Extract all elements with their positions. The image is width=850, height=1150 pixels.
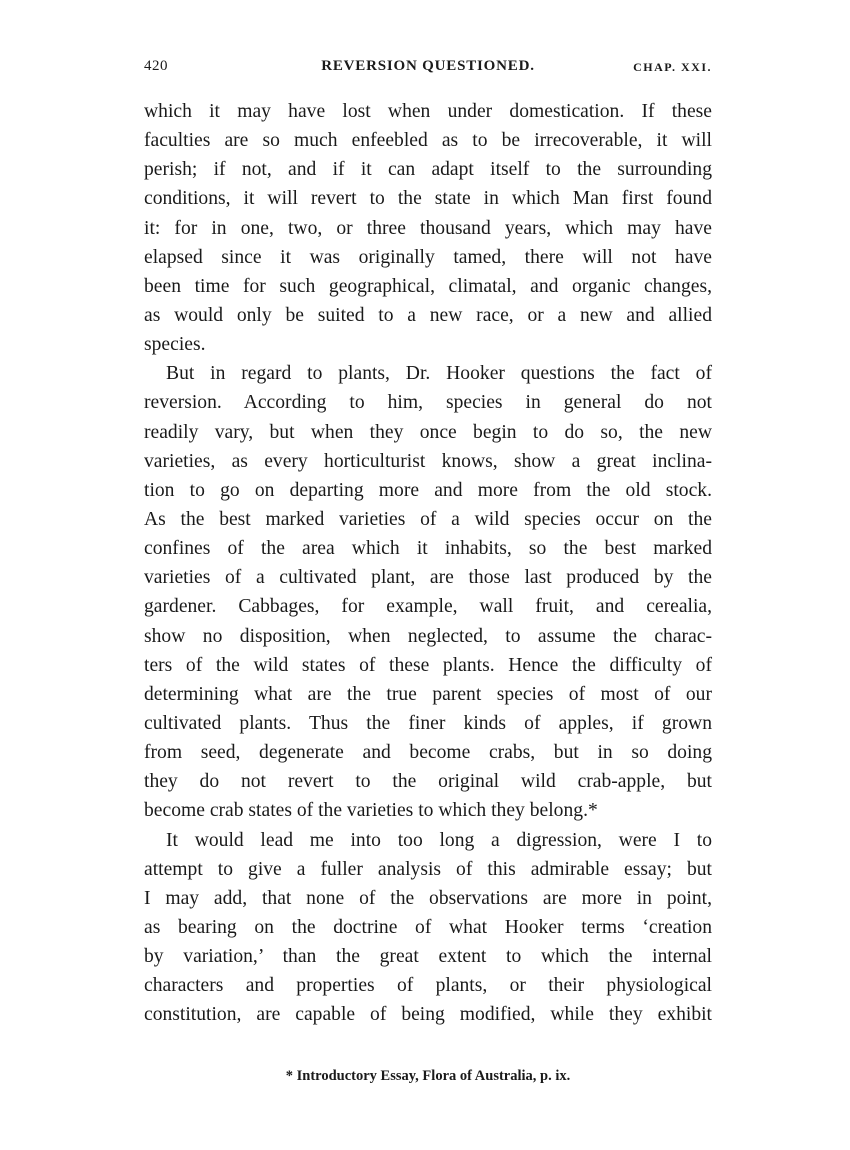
text-line: It would lead me into too long a digression, were I to — [166, 829, 712, 851]
paragraph — [144, 826, 712, 1030]
text-line: perish; if not, and if it can adapt itself to the surrounding — [144, 159, 712, 181]
text-line: determining what are the true parent species of most of our — [144, 683, 712, 705]
text-line: But in regard to plants, Dr. Hooker questions the fact of — [166, 363, 712, 385]
text-line: species. — [144, 334, 206, 356]
text-line: I may add, that none of the observations are more in point, — [144, 887, 712, 909]
text-line: constitution, are capable of being modified, while they exhibit — [144, 1004, 712, 1026]
text-line: ters of the wild states of these plants. Hence the difficulty of — [144, 654, 712, 676]
text-line: it: for in one, two, or three thousand years, which may have — [144, 217, 712, 239]
paragraph — [144, 359, 712, 825]
text-line: been time for such geographical, climatal, and organic changes, — [144, 275, 712, 297]
text-line: they do not revert to the original wild crab-apple, but — [144, 771, 712, 793]
paragraph — [144, 97, 712, 359]
body-text — [144, 97, 712, 1030]
running-head — [144, 58, 712, 82]
text-line: confines of the area which it inhabits, so the best marked — [144, 538, 712, 560]
running-title: REVERSION QUESTIONED. — [321, 58, 535, 74]
text-line: which it may have lost when under domestication. If these — [144, 101, 712, 122]
text-line: reversion. According to him, species in general do not — [144, 392, 712, 414]
text-line: become crab states of the varieties to which they belong.* — [144, 800, 598, 822]
page-number: 420 — [144, 58, 168, 74]
text-line: varieties of a cultivated plant, are those last produced by the — [144, 567, 712, 589]
chapter-label: CHAP. XXI. — [633, 60, 712, 74]
footnote: * Introductory Essay, Flora of Australia, p. ix. — [285, 1068, 571, 1084]
text-line: characters and properties of plants, or their physiological — [144, 975, 712, 997]
text-line: readily vary, but when they once begin to do so, the new — [144, 421, 712, 443]
text-line: show no disposition, when neglected, to assume the charac- — [144, 625, 712, 647]
text-line: attempt to give a fuller analysis of this admirable essay; but — [144, 858, 712, 880]
text-line: gardener. Cabbages, for example, wall fruit, and cerealia, — [144, 596, 712, 618]
text-line: varieties, as every horticulturist knows, show a great inclina- — [144, 450, 712, 472]
text-line: elapsed since it was originally tamed, there will not have — [144, 246, 712, 268]
text-line: tion to go on departing more and more from the old stock. — [144, 479, 712, 501]
text-line: by variation,’ than the great extent to which the internal — [144, 946, 712, 968]
text-line: as would only be suited to a new race, or a new and allied — [144, 304, 712, 326]
text-line: As the best marked varieties of a wild species occur on the — [144, 508, 712, 530]
text-line: cultivated plants. Thus the finer kinds of apples, if grown — [144, 712, 712, 734]
text-line: as bearing on the doctrine of what Hooker terms ‘creation — [144, 916, 712, 938]
text-line: conditions, it will revert to the state in which Man first found — [144, 188, 712, 210]
text-line: faculties are so much enfeebled as to be irrecoverable, it will — [144, 130, 712, 152]
text-line: from seed, degenerate and become crabs, but in so doing — [144, 742, 712, 764]
